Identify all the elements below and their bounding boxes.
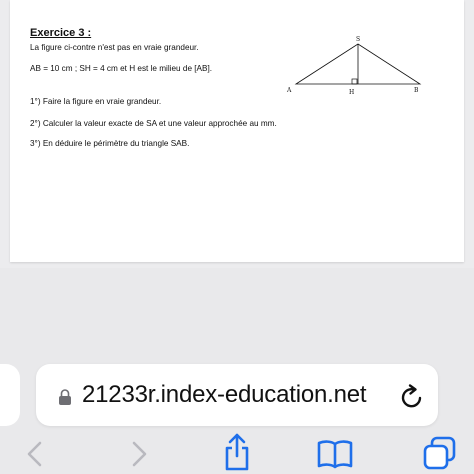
back-icon[interactable] [22,440,48,468]
previous-tab-url-bar[interactable] [0,364,20,426]
exercise-line-givens: AB = 10 cm ; SH = 4 cm et H est le milieu de [AB]. [30,64,213,73]
label-b: B [414,87,419,94]
forward-icon[interactable] [126,440,152,468]
exercise-question-1: 1°) Faire la figure en vraie grandeur. [30,97,162,106]
triangle-figure [280,36,430,98]
bookmarks-icon[interactable] [316,438,354,470]
label-h: H [349,89,355,96]
label-s: S [356,36,361,43]
url-text[interactable]: 21233r.index-education.net [82,381,367,408]
label-a: A [287,87,292,94]
lock-icon [58,388,72,406]
exercise-question-3: 3°) En déduire le périmètre du triangle SAB. [30,139,190,148]
exercise-title: Exercice 3 : [30,27,92,39]
reload-icon[interactable] [398,383,426,411]
tabs-icon[interactable] [420,434,460,474]
share-icon[interactable] [222,432,252,472]
right-angle-mark [352,79,357,84]
exercise-question-2: 2°) Calculer la valeur exacte de SA et une valeur approchée au mm. [30,119,277,128]
exercise-line-intro: La figure ci-contre n'est pas en vraie grandeur. [30,43,199,52]
